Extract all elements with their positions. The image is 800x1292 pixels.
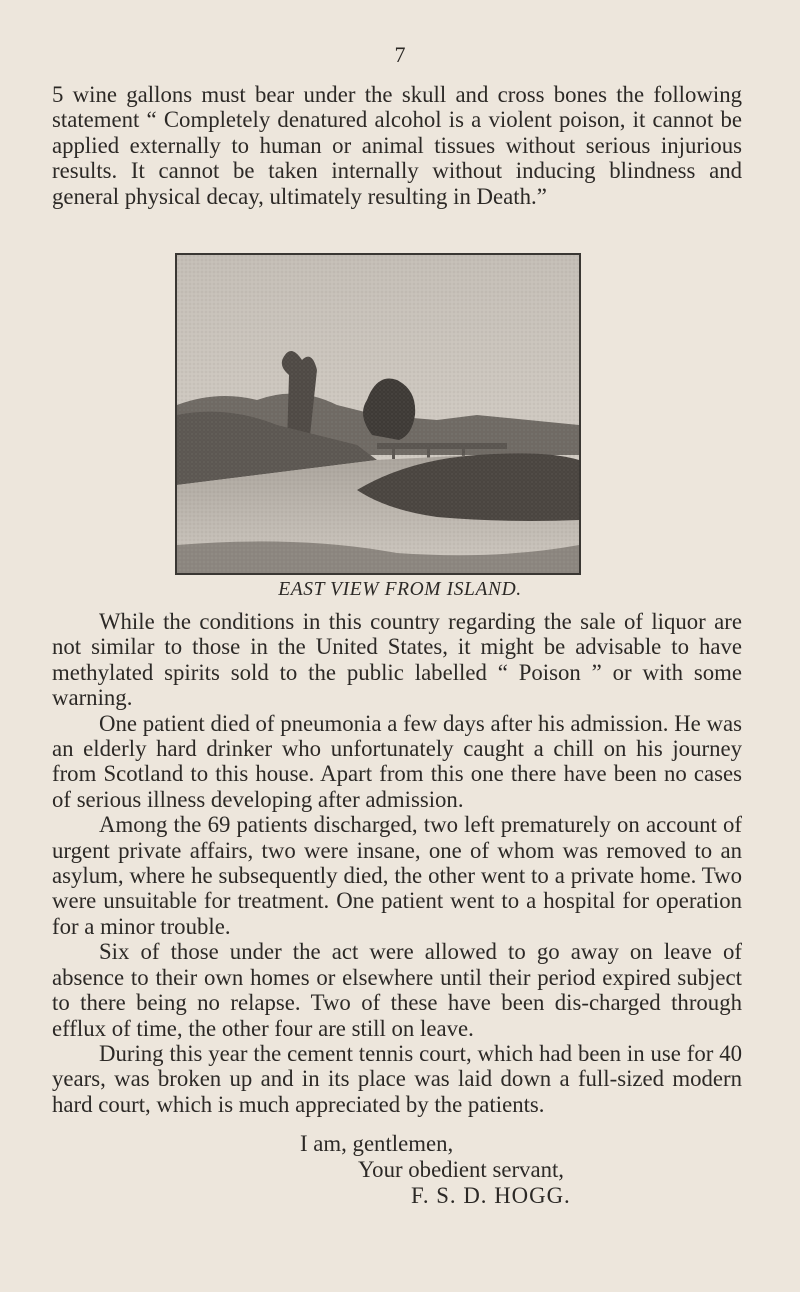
body-text bbox=[52, 609, 742, 1117]
intro-paragraph-block bbox=[52, 82, 742, 209]
paragraph: While the conditions in this country regarding the sale of liquor are not similar to those in the United States, it might be advisable to have methylated spirits sold to the public labelled “ Poison ” or with some warning. bbox=[52, 609, 742, 711]
closing-salutation: I am, gentlemen, bbox=[300, 1131, 454, 1156]
figure-caption: EAST VIEW FROM ISLAND. bbox=[278, 579, 522, 600]
closing-servant: Your obedient servant, bbox=[358, 1157, 564, 1182]
paragraph: Six of those under the act were allowed to go away on leave of absence to their own homes or elsewhere until their period expired subject to there being no relapse. Two of these have been dis-charged through efflux of time, the other four are still on leave. bbox=[52, 939, 742, 1041]
paragraph: One patient died of pneumonia a few days after his admission. He was an elderly hard drinker who unfortunately caught a chill on his journey from Scotland to this house. Apart from this one there have been no cases of serious illness developing after admission. bbox=[52, 710, 742, 812]
intro-paragraph: 5 wine gallons must bear under the skull and cross bones the following statement “ Completely denatured alcohol is a violent poison, it cannot be applied externally to human or animal tissues without serious injurious results. It cannot be taken internally without inducing blindness and general physical decay, ultimately resulting in Death.” bbox=[52, 82, 742, 209]
signature: F. S. D. HOGG. bbox=[411, 1183, 571, 1208]
paragraph: During this year the cement tennis court, which had been in use for 40 years, was broken up and in its place was laid down a full-sized modern hard court, which is much appreciated by the patients. bbox=[52, 1040, 742, 1117]
page-number: 7 bbox=[394, 42, 406, 67]
paragraph: Among the 69 patients discharged, two left prematurely on account of urgent private affairs, two were insane, one of whom was removed to an asylum, where he subsequently died, the other went to a private home. Two were unsuitable for treatment. One patient went to a hospital for operation for a minor trouble. bbox=[52, 812, 742, 939]
landscape-photo-illustration bbox=[177, 255, 579, 573]
figure-photo bbox=[175, 253, 581, 575]
